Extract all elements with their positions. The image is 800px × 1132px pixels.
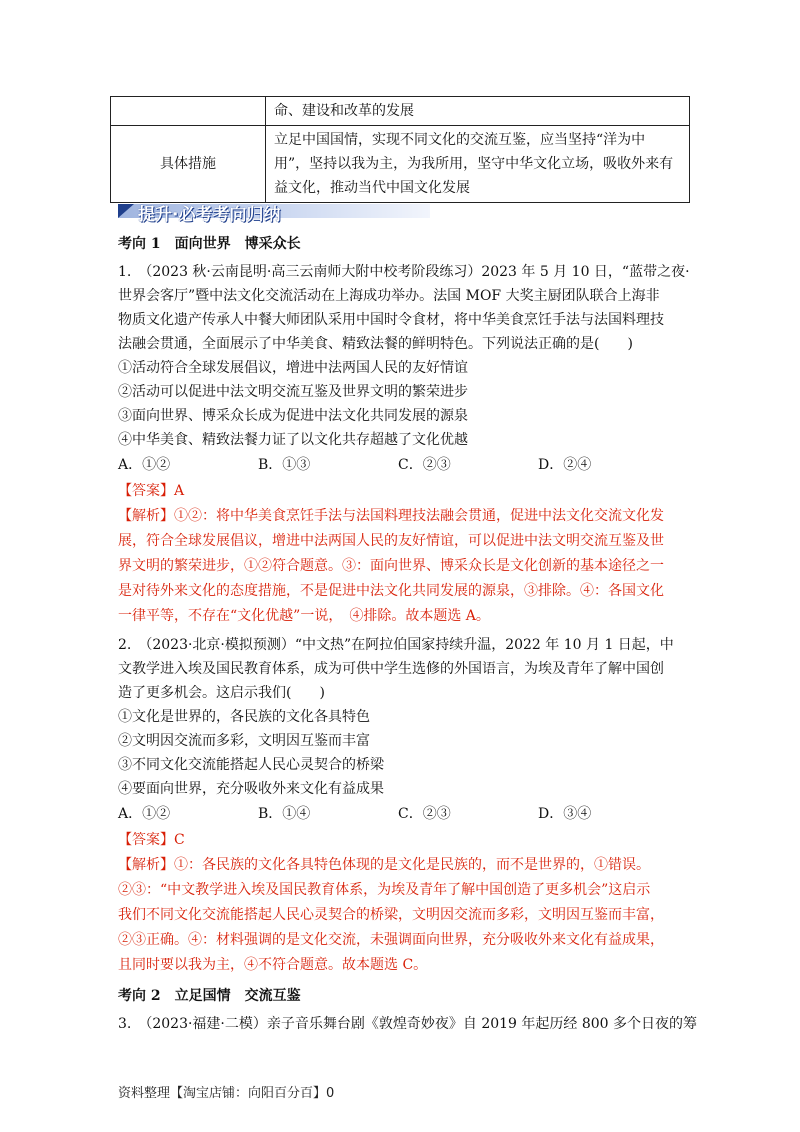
question-line: 法融会贯通，全面展示了中华美食、精致法餐的鲜明特色。下列说法正确的是( ) (118, 336, 633, 352)
option-b: B．①④ (258, 806, 311, 822)
analysis-line: 【解析】①：各民族的文化各具特色体现的是文化是民族的，而不是世界的，①错误。 (118, 857, 650, 873)
statement-item: ③面向世界、博采众长成为促进中法文化共同发展的源泉 (118, 408, 468, 424)
option-b: B．①③ (258, 457, 311, 473)
question-line: 3. （2023·福建·二模）亲子音乐舞台剧《敦煌奇妙夜》自 2019 年起历经 800 多个日夜的筹 (118, 1016, 698, 1032)
cell-line: 用”，坚持以我为主，为我所用，坚守中华文化立场，吸收外来有 (274, 156, 674, 172)
question-1 (118, 260, 690, 629)
table-cell-measures-text (266, 126, 690, 203)
analysis-line: ②③：“中文教学进入埃及国民教育体系，为埃及青年了解中国创造了更多机会”这启示 (118, 882, 651, 898)
analysis-line: 一律平等，不存在“文化优越”一说， ④排除。故本题选 A。 (118, 608, 490, 624)
option-a: A．①② (118, 806, 171, 822)
question-3 (118, 1012, 698, 1036)
question-line: 物质文化遗产传承人中餐大师团队采用中国时令食材，将中华美食烹饪手法与法国料理技 (118, 312, 664, 328)
analysis-line: ②③正确。④：材料强调的是文化交流，未强调面向世界，充分吸收外来文化有益成果， (118, 932, 664, 948)
option-d: D．②④ (538, 457, 592, 473)
option-c: C．②③ (398, 806, 451, 822)
statement-item: ④中华美食、精致法餐力证了以文化共存超越了文化优越 (118, 432, 468, 448)
section-heading: 考向 2 立足国情 交流互鉴 (118, 988, 301, 1004)
analysis-line: 是对待外来文化的态度措施，不是促进中法文化共同发展的源泉，③排除。④：各国文化 (118, 583, 664, 599)
table-row (111, 126, 690, 203)
summary-table (110, 96, 690, 203)
option-a: A．①② (118, 457, 171, 473)
statement-item: ②活动可以促进中法文明交流互鉴及世界文明的繁荣进步 (118, 384, 468, 400)
banner-title: 提升·必考考向归纳 (138, 205, 281, 225)
statement-item: ③不同文化交流能搭起人民心灵契合的桥梁 (118, 757, 384, 773)
cell-line: 益文化，推动当代中国文化发展 (274, 180, 470, 196)
page-footer: 资料整理【淘宝店铺：向阳百分百】0 (118, 1086, 335, 1101)
table-row (111, 97, 690, 126)
option-d: D．③④ (538, 806, 592, 822)
table-cell-measures-label: 具体措施 (111, 126, 266, 203)
question-line: 造了更多机会。这启示我们( ) (118, 685, 325, 701)
analysis-line: 且同时要以我为主，④不符合题意。故本题选 C。 (118, 957, 428, 973)
banner-triangle-icon (118, 204, 134, 218)
section-banner (118, 200, 430, 225)
analysis-block (118, 504, 690, 629)
answer-options (118, 801, 690, 827)
statement-item: ④要面向世界，充分吸收外来文化有益成果 (118, 781, 384, 797)
section-heading: 考向 1 面向世界 博采众长 (118, 236, 301, 252)
question-line: 世界会客厅”暨中法文化交流活动在上海成功举办。法国 MOF 大奖主厨团队联合上海非 (118, 288, 660, 304)
analysis-line: 界文明的繁荣进步，①②符合题意。③：面向世界、博采众长是文化创新的基本途径之一 (118, 558, 664, 574)
analysis-line: 【解析】①②：将中华美食烹饪手法与法国料理技法融会贯通，促进中法文化交流文化发 (118, 508, 664, 524)
table-cell: 命、建设和改革的发展 (266, 97, 690, 126)
analysis-line: 我们不同文化交流能搭起人民心灵契合的桥梁，文明因交流而多彩，文明因互鉴而丰富， (118, 907, 664, 923)
answer-label: 【答案】A (118, 483, 185, 499)
statement-item: ①活动符合全球发展倡议，增进中法两国人民的友好情谊 (118, 360, 468, 376)
statement-item: ①文化是世界的，各民族的文化各具特色 (118, 709, 370, 725)
statement-item: ②文明因交流而多彩，文明因互鉴而丰富 (118, 733, 370, 749)
question-2 (118, 633, 690, 978)
question-line: 2. （2023·北京·模拟预测）“中文热”在阿拉伯国家持续升温，2022 年 10 月 1 日起，中 (118, 637, 674, 653)
option-c: C．②③ (398, 457, 451, 473)
analysis-line: 展，符合全球发展倡议，增进中法两国人民的友好情谊，可以促进中法文明交流互鉴及世 (118, 533, 664, 549)
answer-label: 【答案】C (118, 832, 185, 848)
table-cell (111, 97, 266, 126)
question-line: 文教学进入埃及国民教育体系，成为可供中学生选修的外国语言，为埃及青年了解中国创 (118, 661, 664, 677)
question-line: 1. （2023 秋·云南昆明·高三云南师大附中校考阶段练习）2023 年 5 月 10 日，“蓝带之夜· (118, 264, 690, 280)
answer-options (118, 452, 690, 478)
analysis-block (118, 853, 690, 978)
content-body (118, 226, 698, 1036)
cell-line: 立足中国国情，实现不同文化的交流互鉴，应当坚持“洋为中 (274, 132, 646, 148)
